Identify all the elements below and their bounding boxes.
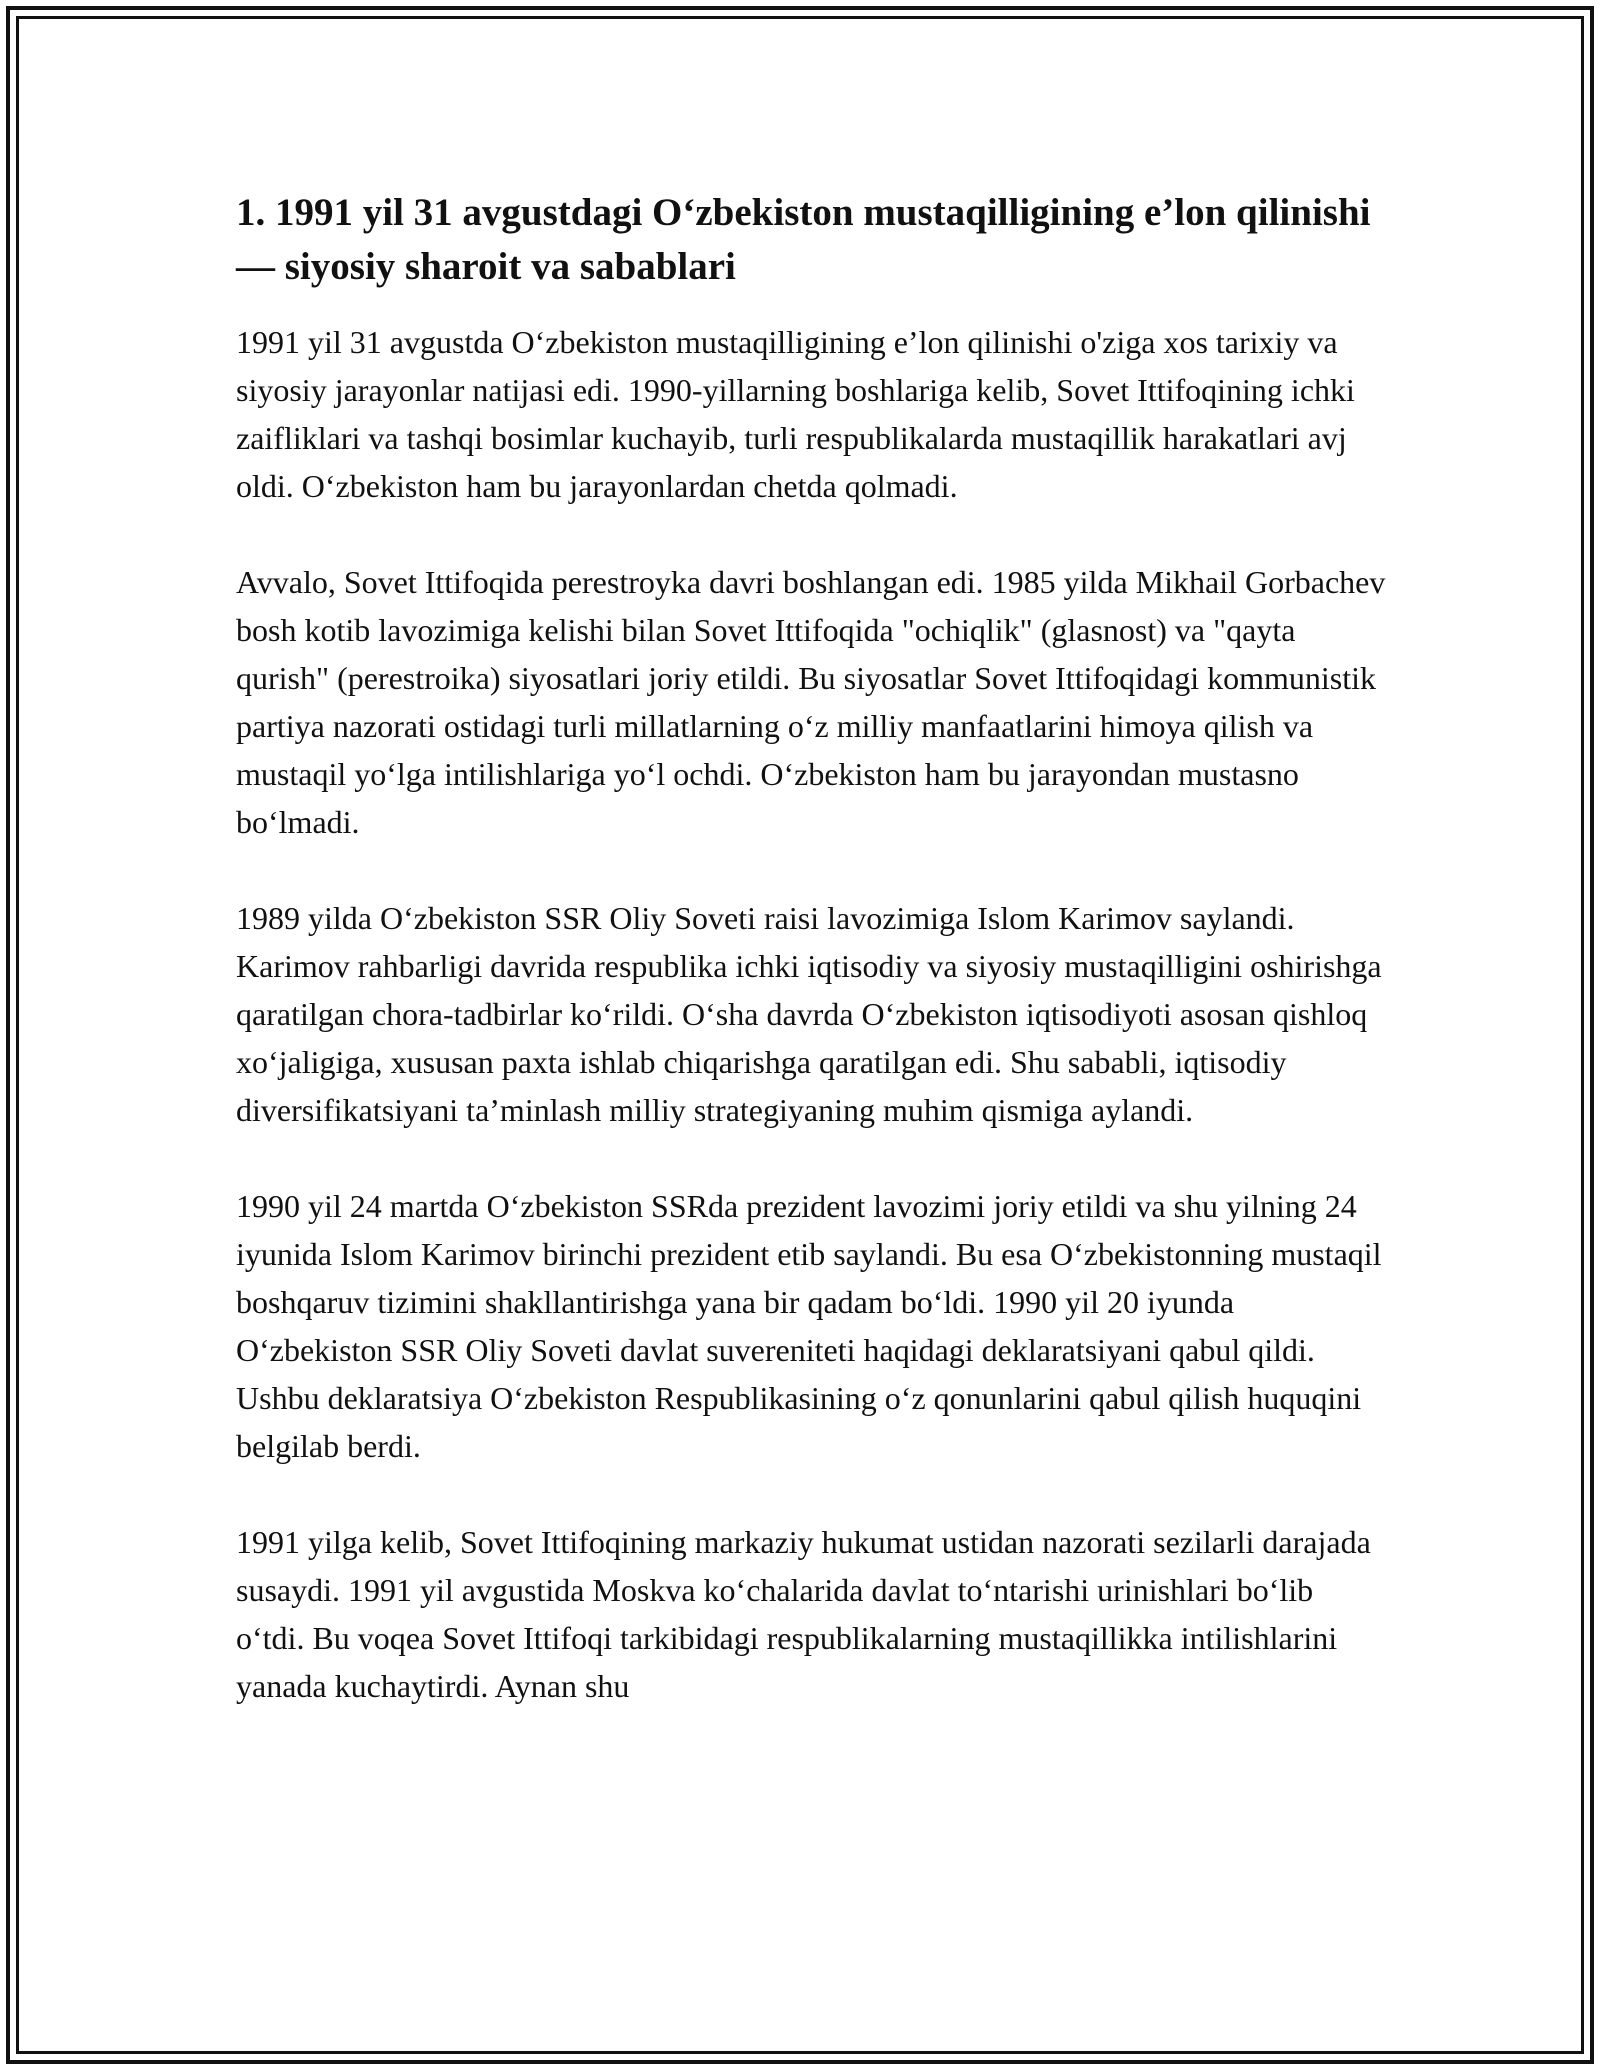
paragraph-2: Avvalo, Sovet Ittifoqida perestroyka davri boshlangan edi. 1985 yilda Mikhail Gorbachev bosh kotib lavozimiga kelishi bilan Sovet Ittifoqida "ochiqlik" (glasnost) va "qayta qurish" (perestroika) siyosatlari joriy etildi. Bu siyosatlar Sovet Ittifoqidagi kommunistik partiya nazorati ostidagi turli millatlarning o‘z milliy manfaatlarini himoya qilish va mustaqil yo‘lga intilishlariga yo‘l ochdi. O‘zbekiston ham bu jarayondan mustasno bo‘lmadi.: [236, 564, 1386, 840]
paragraph-1: 1991 yil 31 avgustda O‘zbekiston mustaqilligining e’lon qilinishi o'ziga xos tarixiy va siyosiy jarayonlar natijasi edi. 1990-yillarning boshlariga kelib, Sovet Ittifoqining ichki zaifliklari va tashqi bosimlar kuchayib, turli respublikalarda mustaqillik harakatlari avj oldi. O‘zbekiston ham bu jarayonlardan chetda qolmadi.: [236, 324, 1355, 504]
paragraph-3: 1989 yilda O‘zbekiston SSR Oliy Soveti raisi lavozimiga Islom Karimov saylandi. Karimov rahbarligi davrida respublika ichki iqtisodiy va siyosiy mustaqilligini oshirishga qaratilgan chora-tadbirlar ko‘rildi. O‘sha davrda O‘zbekiston iqtisodiyoti asosan qishloq xo‘jaligiga, xususan paxta ishlab chiqarishga qaratilgan edi. Shu sababli, iqtisodiy diversifikatsiyani ta’minlash milliy strategiyaning muhim qismiga aylandi.: [236, 900, 1382, 1128]
paragraph-4: 1990 yil 24 martda O‘zbekiston SSRda prezident lavozimi joriy etildi va shu yilning 24 iyunida Islom Karimov birinchi prezident etib saylandi. Bu esa O‘zbekistonning mustaqil boshqaruv tizimini shakllantirishga yana bir qadam bo‘ldi. 1990 yil 20 iyunda O‘zbekiston SSR Oliy Soveti davlat suvereniteti haqidagi deklaratsiyani qabul qildi. Ushbu deklaratsiya O‘zbekiston Respublikasining o‘z qonunlarini qabul qilish huquqini belgilab berdi.: [236, 1188, 1382, 1464]
paragraph-5: 1991 yilga kelib, Sovet Ittifoqining markaziy hukumat ustidan nazorati sezilarli darajada susaydi. 1991 yil avgustida Moskva ko‘chalarida davlat to‘ntarishi urinishlari bo‘lib o‘tdi. Bu voqea Sovet Ittifoqi tarkibidagi respublikalarning mustaqillikka intilishlarini yanada kuchaytirdi. Aynan shu: [236, 1524, 1371, 1704]
document-page: [236, 186, 1386, 1758]
document-title: 1. 1991 yil 31 avgustdagi O‘zbekiston mustaqilligining e’lon qilinishi — siyosiy sharoit va sabablari: [236, 191, 1371, 288]
